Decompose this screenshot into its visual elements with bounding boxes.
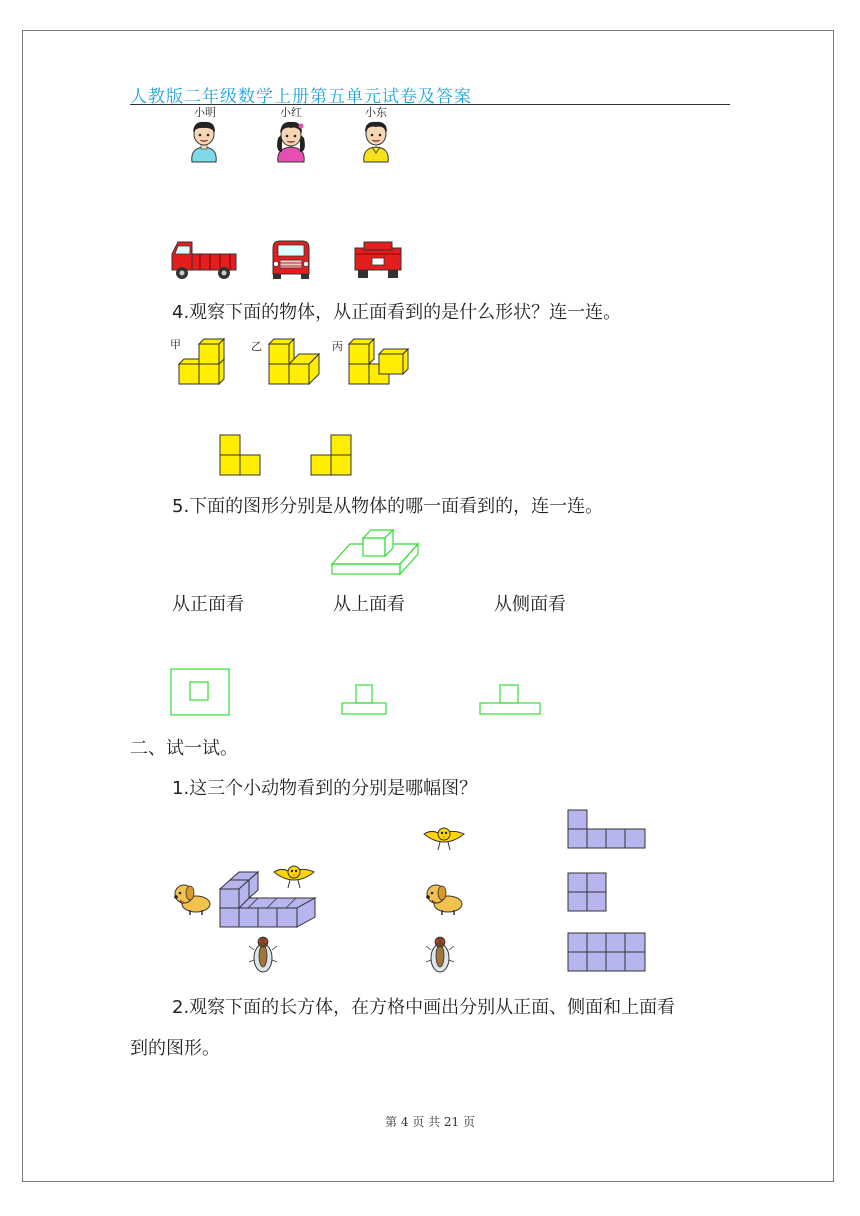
header-title: 人教版二年级数学上册第五单元试卷及答案	[130, 87, 472, 107]
cube-group-jia	[178, 338, 232, 386]
view-label-top: 从上面看	[333, 594, 405, 615]
header-rule	[130, 104, 730, 105]
fly-icon	[248, 934, 278, 976]
section-2-heading: 二、试一试。	[130, 738, 238, 759]
child-xiaoming-icon	[184, 118, 224, 162]
cube-group-bing	[348, 338, 412, 386]
answer-view-side	[567, 872, 609, 914]
view-label-side: 从侧面看	[494, 594, 566, 615]
front-view-a	[219, 434, 263, 476]
page-footer: 第 4 页 共 21 页	[385, 1115, 475, 1129]
green-view-square	[170, 668, 232, 718]
green-3d-object	[330, 528, 422, 576]
lavender-block-structure	[218, 872, 320, 930]
question-5-text: 5.下面的图形分别是从物体的哪一面看到的，连一连。	[172, 496, 604, 517]
fly-icon-right	[425, 934, 455, 976]
label-yi: 乙	[251, 340, 262, 353]
bird-icon-right	[422, 822, 466, 852]
section-2-question-1: 1.这三个小动物看到的分别是哪幅图？	[172, 778, 478, 799]
truck-front-icon	[268, 238, 314, 280]
front-view-b	[310, 434, 354, 476]
cube-group-yi	[268, 338, 322, 386]
answer-view-front	[567, 932, 649, 974]
child-xiaohong-icon	[270, 118, 312, 162]
dog-icon	[170, 880, 212, 916]
dog-icon-right	[422, 880, 464, 916]
truck-side-icon	[170, 238, 238, 280]
truck-back-icon	[352, 240, 404, 280]
section-2-question-2-line-2: 到的图形。	[130, 1038, 220, 1059]
child-label-xiaoming: 小明	[194, 106, 216, 119]
section-2-question-2-line-1: 2.观察下面的长方体，在方格中画出分别从正面、侧面和上面看	[172, 997, 676, 1018]
child-label-xiaodong: 小东	[365, 106, 387, 119]
answer-view-top	[567, 809, 649, 851]
label-bing: 丙	[332, 340, 343, 353]
green-view-t-wide	[478, 684, 544, 718]
question-4-text: 4.观察下面的物体，从正面看到的是什么形状？连一连。	[172, 302, 622, 323]
label-jia: 甲	[170, 338, 181, 351]
green-view-t-small	[340, 684, 390, 718]
child-label-xiaohong: 小红	[280, 106, 302, 119]
child-xiaodong-icon	[356, 118, 396, 162]
view-label-front: 从正面看	[172, 594, 244, 615]
